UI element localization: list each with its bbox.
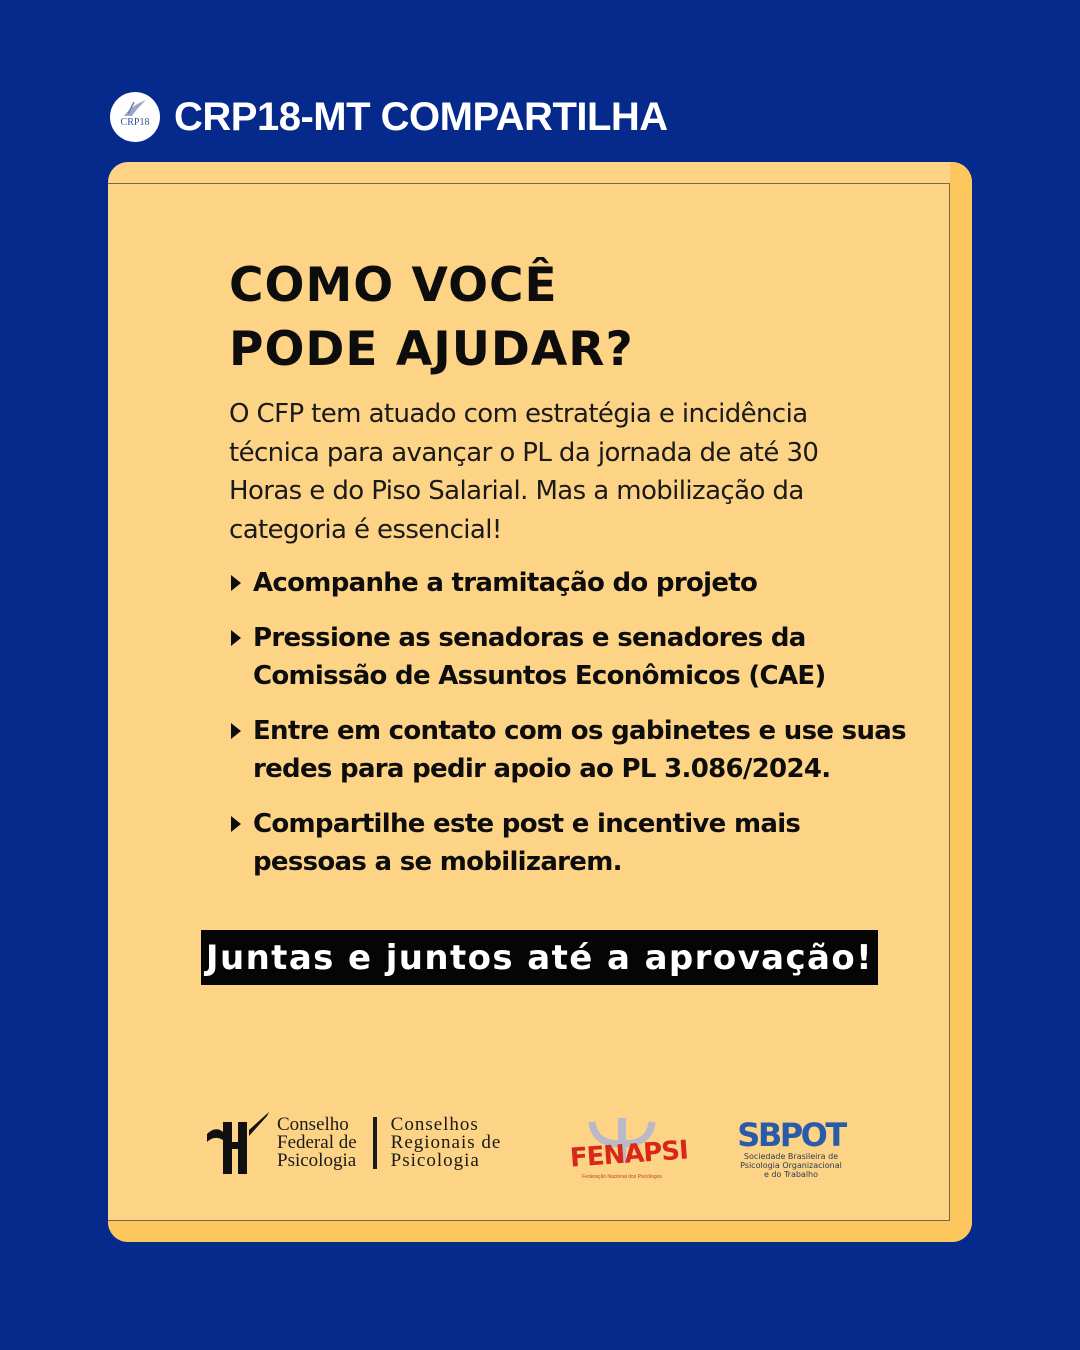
header [110,92,668,142]
cfp-crp-logo [205,1112,501,1174]
cfp-logo-text [277,1116,357,1170]
fenapsi-logo [569,1118,689,1184]
list-item [229,712,919,789]
action-list [229,564,919,898]
intro-line: técnica para avançar o PL da jornada de até 30 [229,437,819,468]
list-item [229,564,919,603]
crp-logo-line: Conselhos [390,1114,479,1135]
bullet-triangle-icon [231,816,241,832]
bullet-triangle-icon [231,723,241,739]
list-item-text: redes para pedir apoio ao PL 3.086/2024. [253,754,831,784]
intro-paragraph [229,395,849,549]
cfp-logo-line: Conselho [277,1114,349,1135]
crp-logo-line: Regionais de [390,1132,502,1153]
sbpot-subtitle-line: Psicologia Organizacional [740,1161,842,1170]
sbpot-subtitle-line: e do Trabalho [763,1170,819,1179]
crp18-logo-icon [110,92,160,142]
bullet-triangle-icon [231,575,241,591]
card-title-line: PODE AJUDAR? [229,322,634,377]
cfp-logo-icon [205,1112,271,1174]
logo-divider [373,1117,377,1169]
sbpot-wordmark: SBPOT [737,1116,845,1154]
cfp-logo-line: Psicologia [277,1150,357,1171]
list-item-text: Compartilhe este post e incentive mais [253,808,801,839]
sbpot-subtitle-line: Sociedade Brasileira de [743,1152,839,1161]
bullet-triangle-icon [231,630,241,646]
card-title [229,254,634,382]
list-item-text: Entre em contato com os gabinetes e use suas [253,715,906,746]
page-title: CRP18-MT COMPARTILHA [174,94,668,139]
card-title-line: COMO VOCÊ [229,258,558,313]
crp18-bird-mark [120,98,150,120]
cfp-logo-line: Federal de [277,1132,357,1153]
card-shadow-bottom [108,1220,972,1242]
list-item-text: Acompanhe a tramitação do projeto [253,568,758,598]
fenapsi-subtitle: Federação Nacional dos Psicólogos [582,1174,662,1180]
info-card [108,162,972,1242]
card-shadow-right [950,162,972,1242]
crp-logo-line: Psicologia [390,1150,480,1171]
intro-line: categoria é essencial! [229,514,502,545]
list-item [229,619,919,696]
list-item-text: Pressione as senadoras e senadores da [253,622,806,653]
fenapsi-wordmark: FENAPSI [569,1135,689,1174]
crp18-logo-text: CRP18 [120,116,150,128]
slogan-banner: Juntas e juntos até a aprovação! [201,930,878,985]
intro-line: O CFP tem atuado com estratégia e incidência [229,399,808,429]
partner-logos [108,1102,972,1192]
intro-line: Horas e do Piso Salarial. Mas a mobilização da [229,476,804,506]
list-item-text: Comissão de Assuntos Econômicos (CAE) [253,661,826,691]
list-item [229,805,919,882]
crp-logo-text [391,1116,502,1170]
list-item-text: pessoas a se mobilizarem. [253,847,622,877]
sbpot-subtitle [730,1152,852,1179]
sbpot-logo [730,1118,852,1179]
